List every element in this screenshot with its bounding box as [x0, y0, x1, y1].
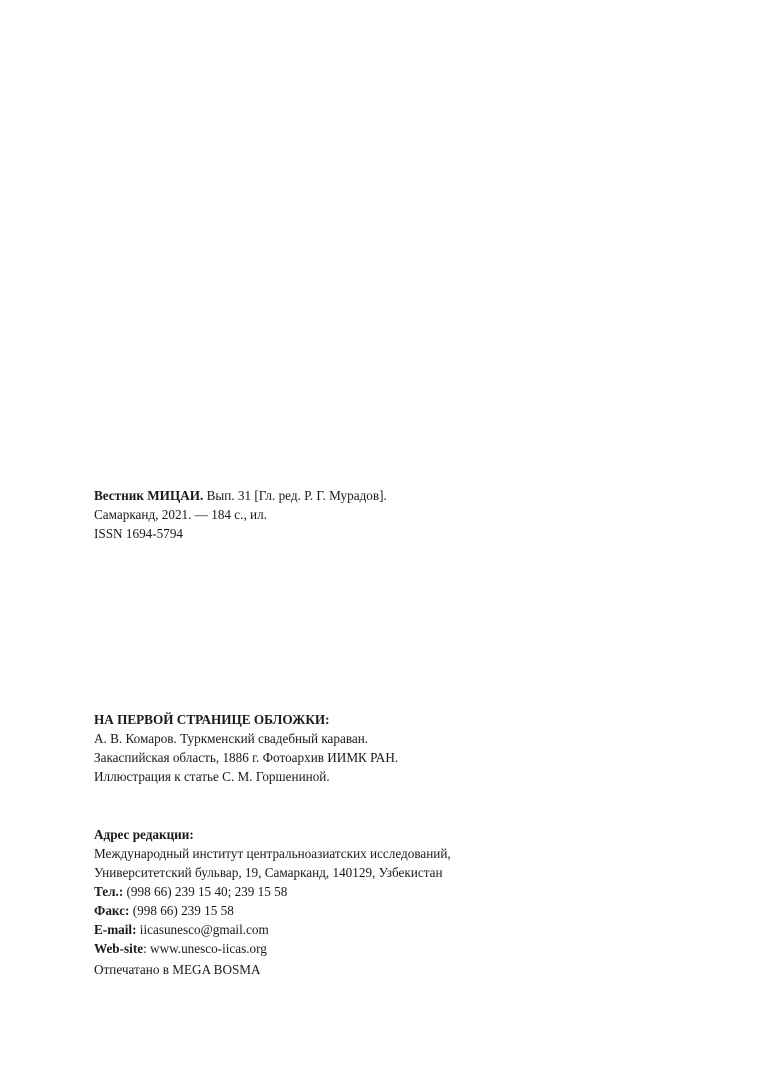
citation-line-2: Самарканд, 2021. — 184 с., ил.: [94, 507, 267, 522]
address-line-1: Международный институт центральноазиатских исследований,: [94, 846, 451, 861]
cover-line-2: Закаспийская область, 1886 г. Фотоархив ИИМК РАН.: [94, 750, 399, 765]
cover-heading-text: НА ПЕРВОЙ СТРАНИЦЕ ОБЛОЖКИ:: [94, 712, 330, 727]
printer-line: Отпечатано в MEGA BOSMA: [94, 962, 261, 977]
cover-caption-block: [94, 710, 714, 786]
citation-line-1: [94, 486, 714, 505]
website-value[interactable]: : www.unesco-iicas.org: [143, 941, 267, 956]
address-heading: [94, 825, 714, 844]
issn: ISSN 1694-5794: [94, 526, 184, 541]
printer-block: [94, 960, 714, 979]
phone-label: Тел.:: [94, 884, 124, 899]
address-heading-text: Адрес редакции:: [94, 827, 194, 842]
email-value[interactable]: iicasunesco@gmail.com: [136, 922, 269, 937]
fax-value: (998 66) 239 15 58: [129, 903, 234, 918]
cover-heading: [94, 710, 714, 729]
cover-line-3: Иллюстрация к статье С. М. Горшениной.: [94, 769, 330, 784]
phone-value: (998 66) 239 15 40; 239 15 58: [123, 884, 288, 899]
email-label: E-mail:: [94, 922, 137, 937]
website-label: Web-site: [94, 941, 144, 956]
journal-title: Вестник МИЦАИ.: [94, 488, 204, 503]
email-line: [94, 920, 714, 939]
issue-editor: Вып. 31 [Гл. ред. Р. Г. Мурадов].: [203, 488, 387, 503]
fax-line: [94, 901, 714, 920]
fax-label: Факс:: [94, 903, 130, 918]
website-line: [94, 939, 714, 958]
citation-block: [94, 486, 714, 543]
address-line-2: Университетский бульвар, 19, Самарканд, 140129, Узбекистан: [94, 865, 443, 880]
cover-line-1: А. В. Комаров. Туркменский свадебный караван.: [94, 731, 369, 746]
phone-line: [94, 882, 714, 901]
address-block: [94, 825, 714, 958]
